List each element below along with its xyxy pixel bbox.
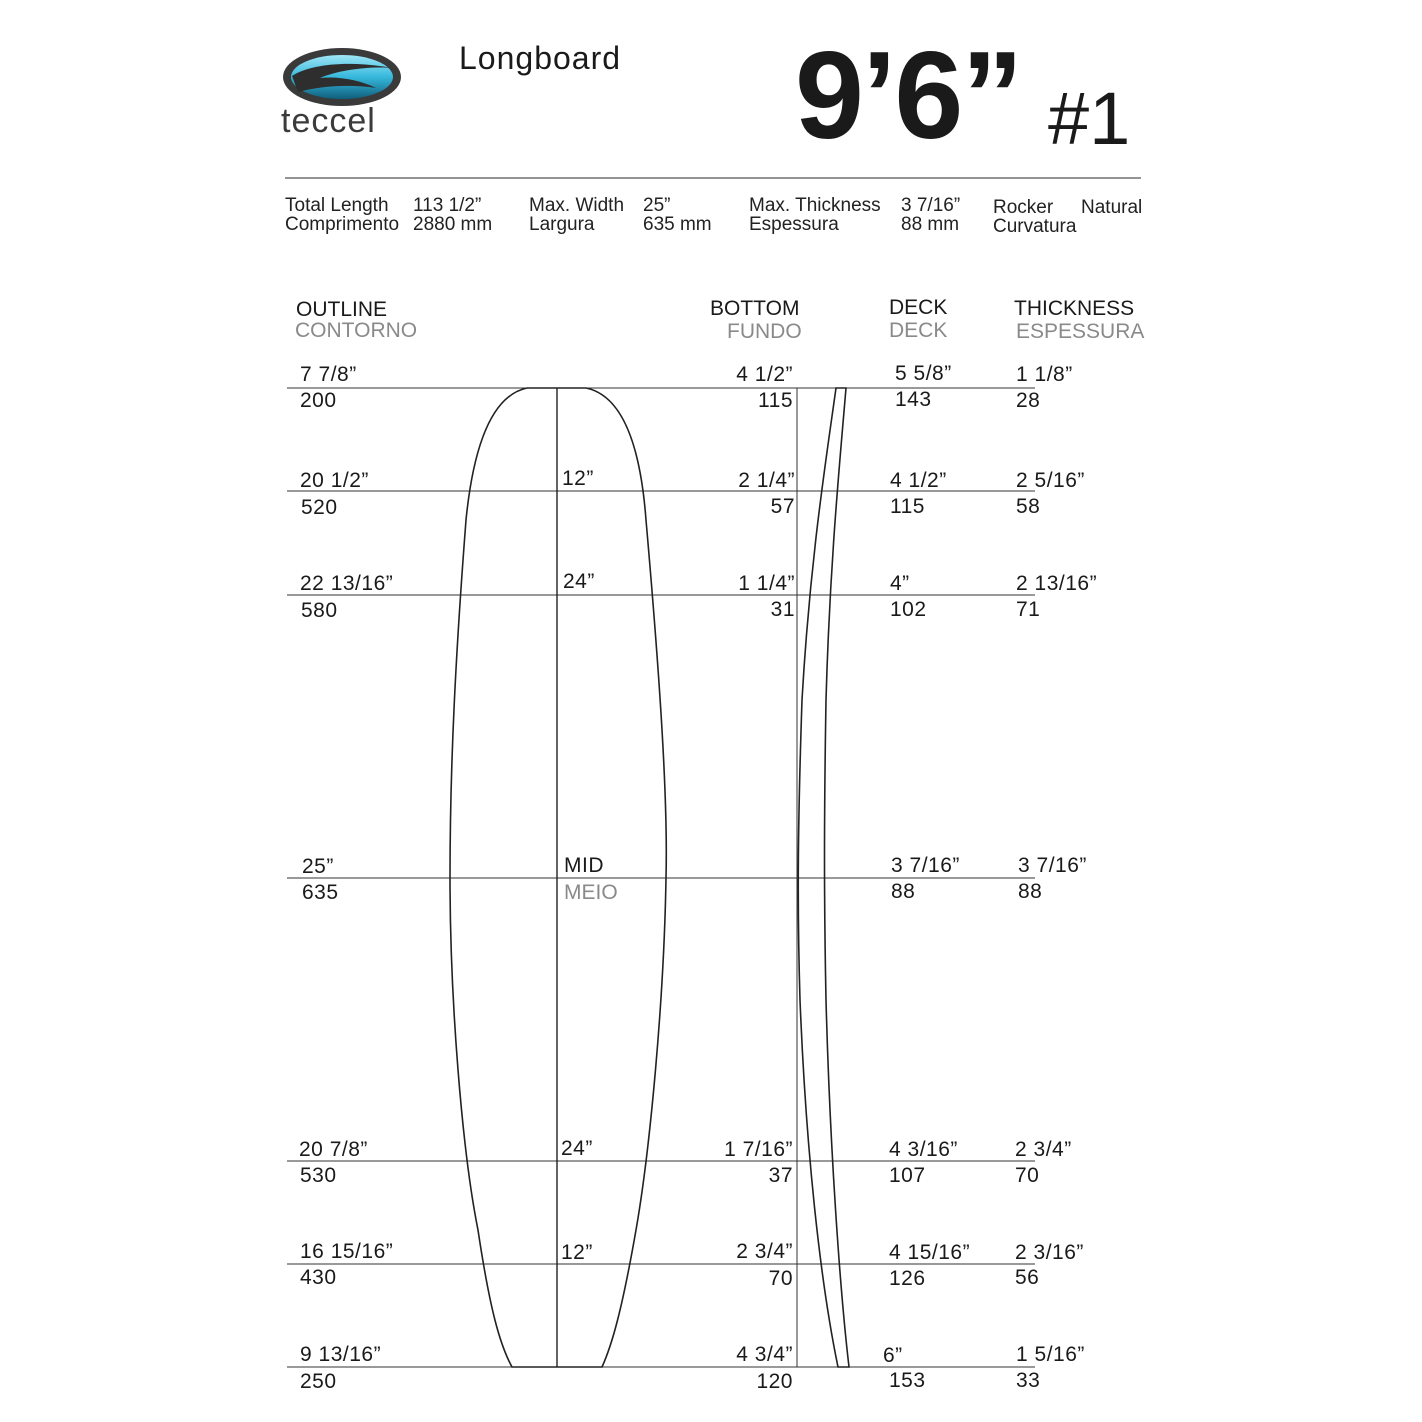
thickness-in: 2 3/4” bbox=[1015, 1138, 1072, 1161]
bottom-in: 1 7/16” bbox=[724, 1138, 793, 1161]
station-label: 12” bbox=[562, 467, 594, 490]
thickness-in: 2 13/16” bbox=[1016, 572, 1098, 595]
deck-in: 4” bbox=[890, 572, 910, 595]
deck-mm: 153 bbox=[889, 1369, 926, 1392]
spec-curvatura-label: Curvatura bbox=[993, 216, 1077, 237]
spec-rocker-value: Natural bbox=[1081, 197, 1143, 218]
deck-in: 4 15/16” bbox=[889, 1241, 971, 1264]
deck-in: 4 3/16” bbox=[889, 1138, 958, 1161]
outline-in: 20 7/8” bbox=[299, 1138, 368, 1161]
spec-espessura-label: Espessura bbox=[749, 214, 839, 235]
col-thickness-header: THICKNESS bbox=[1014, 297, 1135, 320]
outline-mm: 200 bbox=[300, 389, 337, 412]
station-label: MID bbox=[564, 854, 604, 877]
deck-mm: 115 bbox=[890, 495, 925, 518]
deck-in: 6” bbox=[883, 1344, 903, 1367]
spec-total-length-label: Total Length bbox=[285, 195, 389, 216]
outline-in: 7 7/8” bbox=[300, 363, 357, 386]
spec-largura-value: 635 mm bbox=[643, 214, 712, 235]
thickness-in: 1 1/8” bbox=[1016, 363, 1073, 386]
model-name: Longboard bbox=[459, 40, 622, 76]
deck-in: 5 5/8” bbox=[895, 362, 952, 385]
bottom-mm: 31 bbox=[770, 598, 795, 621]
spec-total-length-value: 113 1/2” bbox=[413, 195, 482, 216]
bottom-mm: 57 bbox=[770, 495, 795, 518]
outline-mm: 250 bbox=[300, 1370, 337, 1393]
thickness-in: 2 3/16” bbox=[1015, 1241, 1084, 1264]
spec-comprimento-label: Comprimento bbox=[285, 214, 400, 235]
col-bottom-header: BOTTOM bbox=[710, 297, 800, 320]
station-label: 24” bbox=[563, 570, 595, 593]
outline-mm: 580 bbox=[301, 599, 338, 622]
thickness-mm: 71 bbox=[1016, 598, 1041, 621]
thickness-mm: 28 bbox=[1016, 389, 1041, 412]
spec-rocker-label: Rocker bbox=[993, 197, 1054, 218]
outline-mm: 635 bbox=[302, 881, 339, 904]
outline-in: 9 13/16” bbox=[300, 1343, 382, 1366]
outline-mm: 530 bbox=[300, 1164, 337, 1187]
spec-max-thickness-value: 3 7/16” bbox=[901, 195, 961, 216]
station-sublabel: MEIO bbox=[564, 881, 618, 904]
bottom-mm: 37 bbox=[768, 1164, 793, 1187]
col-deck-pt-header: DECK bbox=[889, 319, 948, 342]
outline-mm: 520 bbox=[301, 496, 338, 519]
thickness-mm: 70 bbox=[1015, 1164, 1040, 1187]
col-espessura-header: ESPESSURA bbox=[1016, 320, 1145, 343]
deck-mm: 102 bbox=[890, 598, 927, 621]
spec-max-thickness-label: Max. Thickness bbox=[749, 195, 881, 216]
board-number: #1 bbox=[1048, 77, 1131, 160]
bottom-in: 1 1/4” bbox=[738, 572, 795, 595]
bottom-in: 4 1/2” bbox=[736, 363, 793, 386]
bottom-mm: 120 bbox=[756, 1370, 793, 1393]
deck-mm: 126 bbox=[889, 1267, 926, 1290]
deck-in: 4 1/2” bbox=[890, 469, 947, 492]
logo-wordmark: teccel bbox=[281, 102, 376, 140]
deck-mm: 107 bbox=[889, 1164, 926, 1187]
outline-in: 16 15/16” bbox=[300, 1240, 394, 1263]
thickness-mm: 56 bbox=[1015, 1266, 1040, 1289]
bottom-mm: 70 bbox=[768, 1267, 793, 1290]
bottom-in: 2 1/4” bbox=[738, 469, 795, 492]
deck-mm: 88 bbox=[891, 880, 916, 903]
station-label: 24” bbox=[561, 1137, 593, 1160]
deck-mm: 143 bbox=[895, 388, 932, 411]
thickness-mm: 33 bbox=[1016, 1369, 1041, 1392]
col-deck-header: DECK bbox=[889, 296, 948, 319]
col-contorno-header: CONTORNO bbox=[295, 319, 418, 342]
col-outline-header: OUTLINE bbox=[296, 298, 388, 321]
bottom-in: 2 3/4” bbox=[736, 1240, 793, 1263]
thickness-mm: 58 bbox=[1016, 495, 1041, 518]
deck-in: 3 7/16” bbox=[891, 854, 960, 877]
thickness-in: 2 5/16” bbox=[1016, 469, 1085, 492]
spec-max-width-value: 25” bbox=[643, 195, 671, 216]
station-label: 12” bbox=[561, 1241, 593, 1264]
station-lines bbox=[287, 388, 1035, 1367]
thickness-in: 1 5/16” bbox=[1016, 1343, 1085, 1366]
outline-in: 20 1/2” bbox=[300, 469, 369, 492]
teccel-logo bbox=[280, 44, 404, 140]
outline-mm: 430 bbox=[300, 1266, 337, 1289]
bottom-in: 4 3/4” bbox=[736, 1343, 793, 1366]
spec-largura-label: Largura bbox=[529, 214, 595, 235]
thickness-mm: 88 bbox=[1018, 880, 1043, 903]
bottom-mm: 115 bbox=[758, 389, 793, 412]
spec-max-width-label: Max. Width bbox=[529, 195, 625, 216]
outline-in: 25” bbox=[302, 855, 334, 878]
col-fundo-header: FUNDO bbox=[727, 320, 802, 343]
spec-espessura-value: 88 mm bbox=[901, 214, 960, 235]
spec-comprimento-value: 2880 mm bbox=[413, 214, 493, 235]
outline-in: 22 13/16” bbox=[300, 572, 394, 595]
thickness-in: 3 7/16” bbox=[1018, 854, 1087, 877]
board-size: 9’6” bbox=[795, 27, 1022, 165]
